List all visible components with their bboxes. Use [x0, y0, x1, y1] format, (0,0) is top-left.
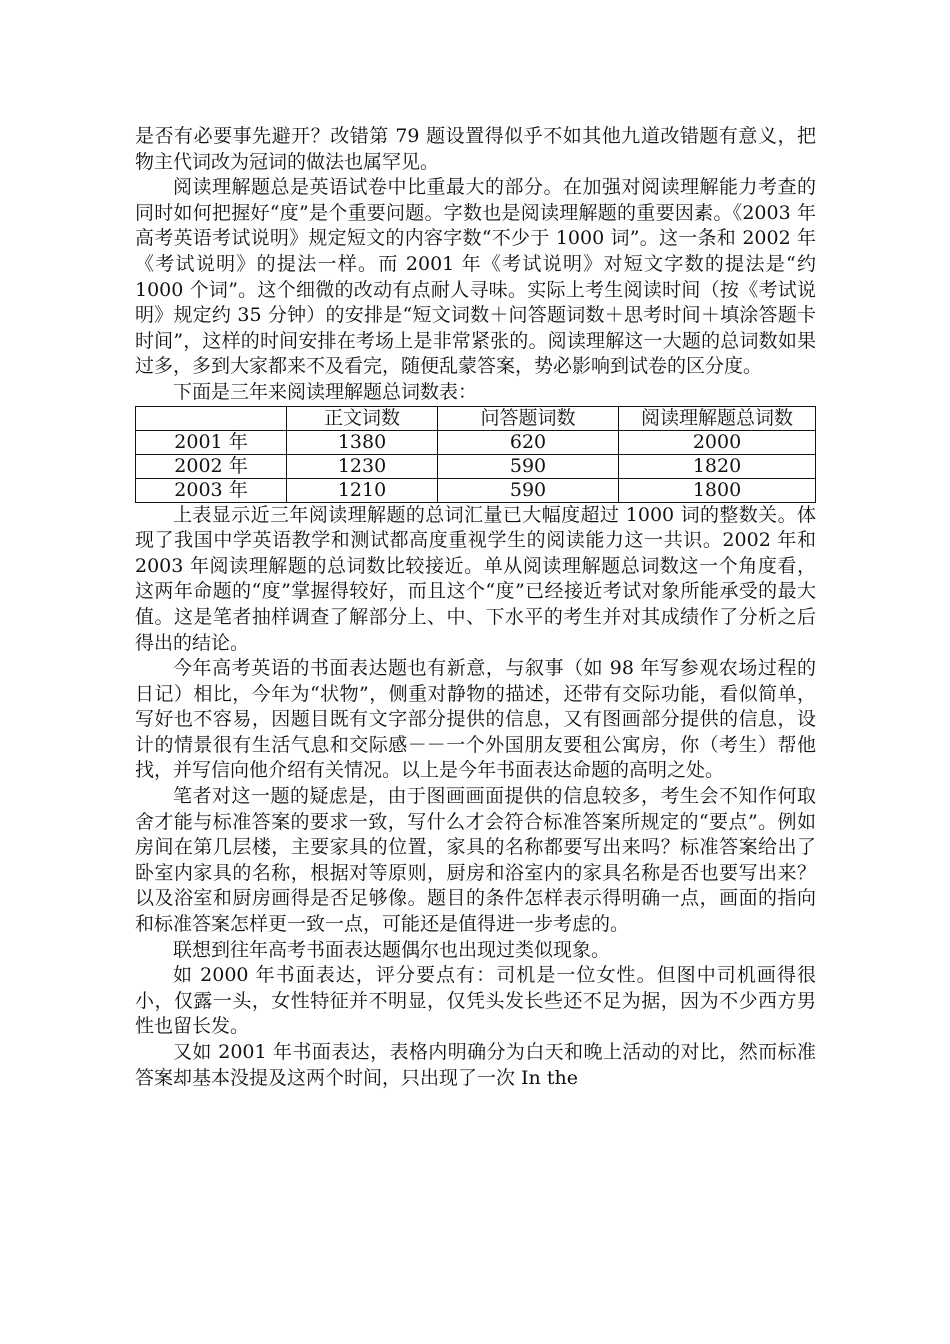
table-cell: 2003 年	[136, 478, 287, 502]
paragraph: 是否有必要事先避开？改错第 79 题设置得似乎不如其他九道改错题有意义，把物主代词改为冠词的做法也属罕见。	[135, 125, 816, 173]
table-header-cell	[136, 406, 287, 430]
table-cell: 590	[438, 454, 619, 478]
table-row	[136, 454, 816, 478]
table-header-cell: 阅读理解题总词数	[619, 406, 816, 430]
table-cell: 2002 年	[136, 454, 287, 478]
table-cell: 1820	[619, 454, 816, 478]
text-block-before-table	[135, 124, 816, 406]
reading-word-count-table	[135, 406, 816, 503]
paragraph: 又如 2001 年书面表达，表格内明确分为白天和晚上活动的对比，然而标准答案却基本没提及这两个时间，只出现了一次 In the	[135, 1041, 816, 1089]
table-header-row	[136, 406, 816, 430]
table-header-cell: 正文词数	[287, 406, 438, 430]
paragraph: 笔者对这一题的疑虑是，由于图画画面提供的信息较多，考生会不知作何取舍才能与标准答案的要求一致，写什么才会符合标准答案所规定的“要点”。例如房间在第几层楼，主要家具的位置，家具的名称都要写出来吗？标准答案给出了卧室内家具的名称，根据对等原则，厨房和浴室内的家具名称是否也要写出来？以及浴室和厨房画得是否足够像。题目的条件怎样表示得明确一点，画面的指向和标准答案怎样更一致一点，可能还是值得进一步考虑的。	[135, 785, 816, 936]
table-cell: 2001 年	[136, 430, 287, 454]
table-cell: 590	[438, 478, 619, 502]
text-block-after-table	[135, 503, 816, 1092]
table-cell: 2000	[619, 430, 816, 454]
table-cell: 1210	[287, 478, 438, 502]
table-cell: 1800	[619, 478, 816, 502]
paragraph: 如 2000 年书面表达，评分要点有：司机是一位女性。但图中司机画得很小，仅露一头，女性特征并不明显，仅凭头发长些还不足为据，因为不少西方男性也留长发。	[135, 964, 816, 1038]
table-cell: 1230	[287, 454, 438, 478]
table-cell: 620	[438, 430, 619, 454]
paragraph: 阅读理解题总是英语试卷中比重最大的部分。在加强对阅读理解能力考查的同时如何把握好“度”是个重要问题。字数也是阅读理解题的重要因素。《2003 年高考英语考试说明》规定短文的内容字数“不少于 1000 词”。这一条和 2002 年《考试说明》的提法一样。而 2001 年《考试说明》对短文字数的提法是“约 1000 个词”。这个细微的改动有点耐人寻味。实际上考生阅读时间（按《考试说明》规定约 35 分钟）的安排是“短文词数＋问答题词数＋思考时间＋填涂答题卡时间”，这样的时间安排在考场上是非常紧张的。阅读理解这一大题的总词数如果过多，多到大家都来不及看完，随便乱蒙答案，势必影响到试卷的区分度。	[135, 176, 816, 378]
paragraph: 下面是三年来阅读理解题总词数表：	[173, 380, 478, 403]
table-row	[136, 478, 816, 502]
paragraph: 联想到往年高考书面表达题偶尔也出现过类似现象。	[173, 938, 611, 961]
table-cell: 1380	[287, 430, 438, 454]
table-row	[136, 430, 816, 454]
document-page	[135, 124, 816, 1091]
paragraph: 今年高考英语的书面表达题也有新意，与叙事（如 98 年写参观农场过程的日记）相比，今年为“状物”，侧重对静物的描述，还带有交际功能，看似简单，写好也不容易，因题目既有文字部分提供的信息，又有图画部分提供的信息，设计的情景很有生活气息和交际感－－一个外国朋友要租公寓房，你（考生）帮他找，并写信向他介绍有关情况。以上是今年书面表达命题的高明之处。	[135, 657, 816, 782]
paragraph: 上表显示近三年阅读理解题的总词汇量已大幅度超过 1000 词的整数关。体现了我国中学英语教学和测试都高度重视学生的阅读能力这一共识。2002 年和 2003 年阅读理解题的总词数比较接近。单从阅读理解题总词数这一个角度看，这两年命题的“度”掌握得较好，而且这个“度”已经接近考试对象所能承受的最大值。这是笔者抽样调查了解部分上、中、下水平的考生并对其成绩作了分析之后得出的结论。	[135, 503, 816, 654]
table-header-cell: 问答题词数	[438, 406, 619, 430]
